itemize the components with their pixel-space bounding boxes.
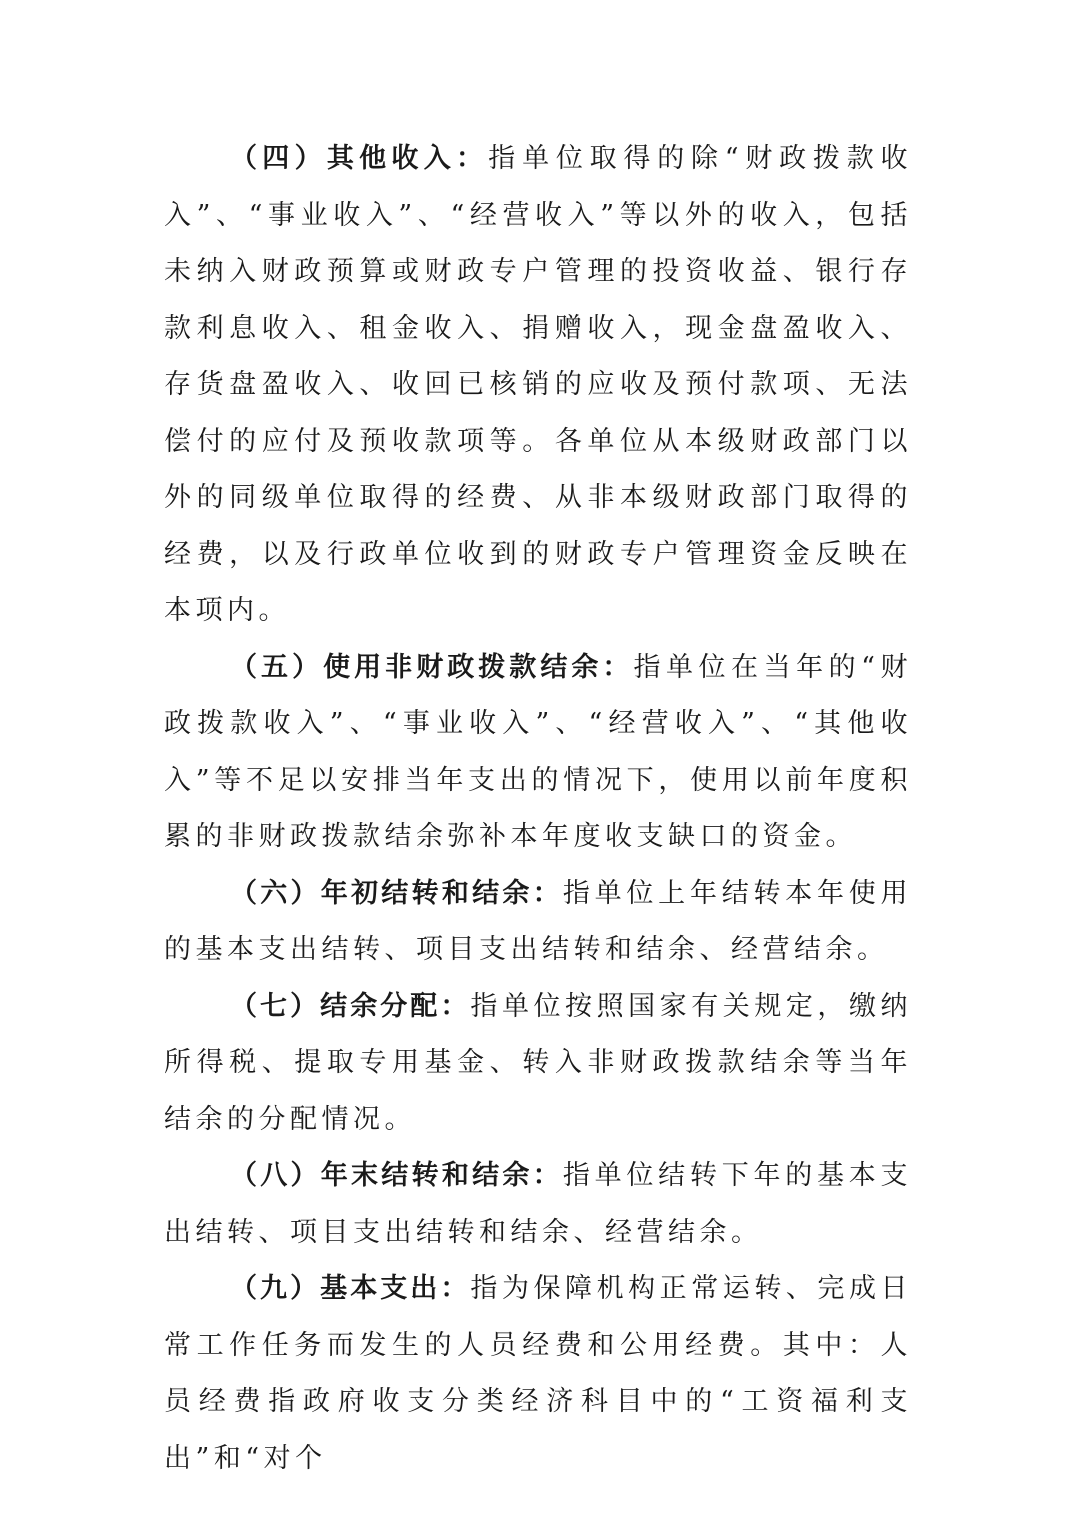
paragraph-text: 指单位取得的除“财政拨款收入”、“事业收入”、“经营收入”等以外的收入，包括未纳入财政预算或财政专户管理的投资收益、银行存款利息收入、租金收入、捐赠收入，现金盘盈收入、存货盘盈收入、收回已核销的应收及预付款项、无法偿付的应付及预收款项等。各单位从本级财政部门以外的同级单位取得的经费、从非本级财政部门取得的经费，以及行政单位收到的财政专户管理资金反映在本项内。 <box>164 143 912 626</box>
paragraph-text: 指为保障机构正常运转、完成日常工作任务而发生的人员经费和公用经费。其中：人员经费指政府收支分类经济科目中的“工资福利支出”和“对个 <box>164 1273 913 1474</box>
paragraph-text: 指单位按照国家有关规定，缴纳所得税、提取专用基金、转入非财政拨款结余等当年结余的分配情况。 <box>164 990 913 1135</box>
paragraph-beginning-carryover <box>164 866 912 979</box>
paragraph-heading: （七）结余分配： <box>230 990 471 1022</box>
paragraph-non-fiscal-surplus <box>164 640 912 866</box>
paragraph-text: 指单位在当年的“财政拨款收入”、“事业收入”、“经营收入”、“其他收入”等不足以安排当年支出的情况下，使用以前年度积累的非财政拨款结余弥补本年度收支缺口的资金。 <box>164 651 913 852</box>
paragraph-heading: （九）基本支出： <box>230 1273 471 1304</box>
paragraph-heading: （八）年末结转和结余： <box>230 1160 563 1191</box>
paragraph-basic-expenditure <box>164 1261 912 1487</box>
paragraph-other-income <box>164 131 912 640</box>
document-body <box>164 131 912 1487</box>
paragraph-year-end-carryover <box>164 1148 912 1261</box>
paragraph-text: 指单位结转下年的基本支出结转、项目支出结转和结余、经营结余。 <box>164 1160 913 1248</box>
paragraph-heading: （四）其他收入： <box>230 143 489 174</box>
paragraph-heading: （六）年初结转和结余： <box>230 877 563 909</box>
paragraph-text: 指单位上年结转本年使用的基本支出结转、项目支出结转和结余、经营结余。 <box>164 877 913 965</box>
paragraph-surplus-distribution <box>164 979 912 1149</box>
paragraph-heading: （五）使用非财政拨款结余： <box>230 651 634 683</box>
